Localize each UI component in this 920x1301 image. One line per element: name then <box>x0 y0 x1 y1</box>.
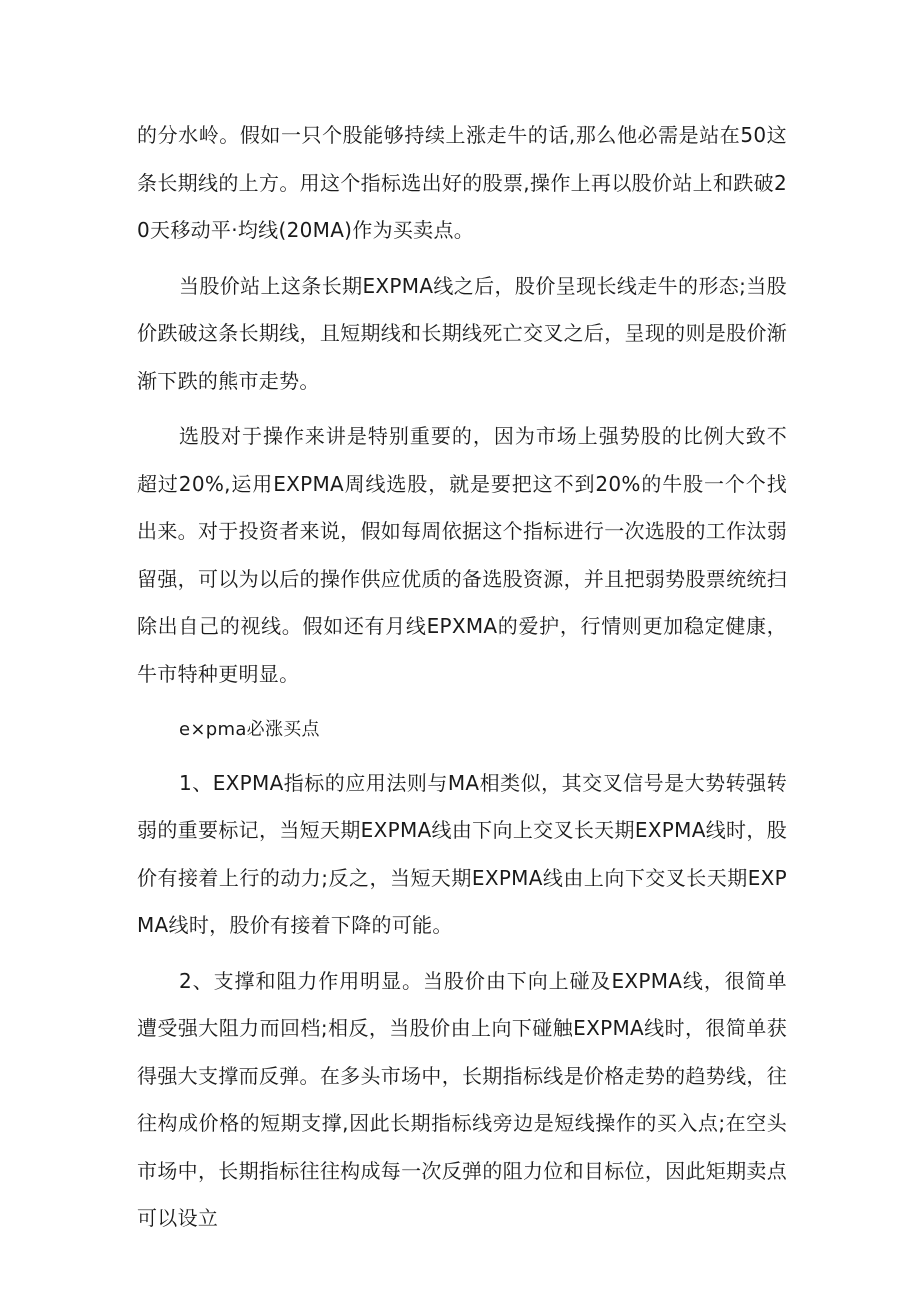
section-heading: e×pma必涨买点 <box>179 719 320 740</box>
document-body <box>137 112 787 1251</box>
paragraph-continuation: 的分水岭。假如一只个股能够持续上涨走牛的话,那么他必需是站在50这条长期线的上方。用这个指标选出好的股票,操作上再以股价站上和跌破20天移动平·均线(20MA)作为买卖点。 <box>137 123 787 242</box>
point-support-resistance: 2、支撑和阻力作用明显。当股价由下向上碰及EXPMA线，很简单遭受强大阻力而回档;相反，当股价由上向下碰触EXPMA线时，很简单获得强大支撑而反弹。在多头市场中，长期指标线是价格走势的趋势线，往往构成价格的短期支撑,因此长期指标线旁边是短线操作的买入点;在空头市场中，长期指标往往构成每一次反弹的阻力位和目标位，因此矩期卖点可以设立 <box>137 968 787 1230</box>
paragraph-expma-trend: 当股价站上这条长期EXPMA线之后，股价呈现长线走牛的形态;当股价跌破这条长期线，且短期线和长期线死亡交叉之后，呈现的则是股价渐渐下跌的熊市走势。 <box>137 273 787 393</box>
point-crossover-signal: 1、EXPMA指标的应用法则与MA相类似，其交叉信号是大势转强转弱的重要标记，当短天期EXPMA线由下向上交叉长天期EXPMA线时，股价有接着上行的动力;反之，当短天期EXPMA线由上向下交叉长天期EXPMA线时，股价有接着下降的可能。 <box>137 770 787 937</box>
paragraph-stock-selection: 选股对于操作来讲是特别重要的，因为市场上强势股的比例大致不超过20%,运用EXPMA周线选股，就是要把这不到20%的牛股一个个找出来。对于投资者来说，假如每周依据这个指标进行一次选股的工作汰弱留强，可以为以后的操作供应优质的备选股资源，并且把弱势股票统统扫除出自己的视线。假如还有月线EPXMA的爱护，行情则更加稳定健康，牛市特种更明显。 <box>137 424 787 686</box>
